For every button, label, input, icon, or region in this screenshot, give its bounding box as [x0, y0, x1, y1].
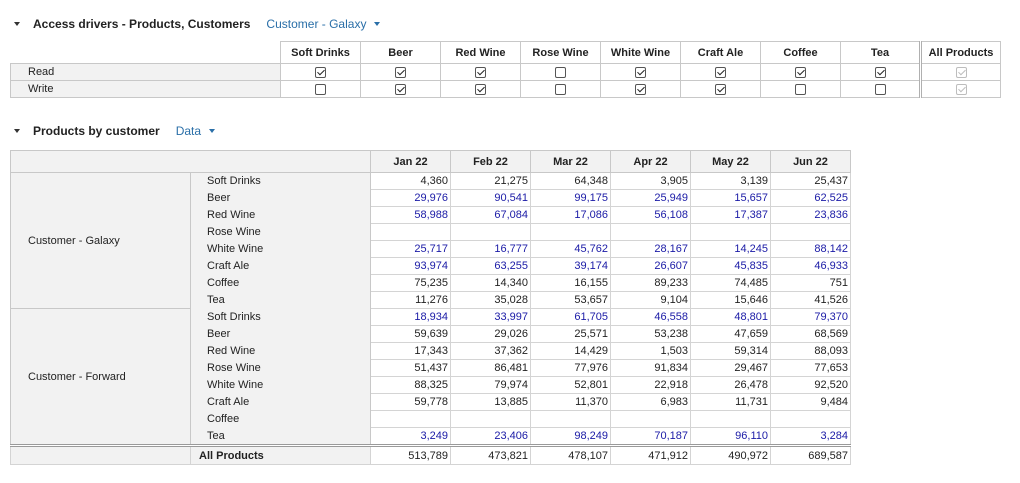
month-header: Mar 22: [531, 151, 611, 173]
product-label: Craft Ale: [191, 394, 371, 411]
value-cell[interactable]: 89,233: [611, 275, 691, 292]
value-cell[interactable]: 25,571: [531, 326, 611, 343]
value-cell[interactable]: 14,340: [451, 275, 531, 292]
product-label: Soft Drinks: [191, 309, 371, 326]
product-label: Coffee: [191, 275, 371, 292]
value-cell[interactable]: 23,836: [771, 207, 851, 224]
value-cell[interactable]: [371, 224, 451, 241]
value-cell[interactable]: 86,481: [451, 360, 531, 377]
chevron-down-icon: [209, 129, 215, 133]
access-cell: [361, 64, 441, 81]
value-cell[interactable]: 79,370: [771, 309, 851, 326]
checkbox-unchecked[interactable]: [555, 67, 566, 78]
product-label: Rose Wine: [191, 360, 371, 377]
value-cell[interactable]: [611, 411, 691, 428]
access-cell: [681, 64, 761, 81]
access-cell: [761, 81, 841, 98]
data-dropdown-label: Data: [175, 124, 202, 138]
value-cell[interactable]: 64,348: [531, 173, 611, 190]
value-cell[interactable]: 751: [771, 275, 851, 292]
checkbox-disabled: [956, 67, 967, 78]
value-cell[interactable]: 48,801: [691, 309, 771, 326]
value-cell[interactable]: 29,026: [451, 326, 531, 343]
access-cell-all: [921, 81, 1001, 98]
value-cell[interactable]: 17,343: [371, 343, 451, 360]
value-cell[interactable]: [771, 411, 851, 428]
product-label: Red Wine: [191, 343, 371, 360]
value-cell[interactable]: 75,235: [371, 275, 451, 292]
checkbox-checked[interactable]: [875, 67, 886, 78]
value-cell[interactable]: 77,976: [531, 360, 611, 377]
access-cell: [441, 81, 521, 98]
value-cell[interactable]: 11,276: [371, 292, 451, 309]
value-cell[interactable]: [531, 224, 611, 241]
value-cell[interactable]: 59,314: [691, 343, 771, 360]
value-cell[interactable]: [691, 411, 771, 428]
table-row: [11, 173, 851, 190]
value-cell[interactable]: 13,885: [451, 394, 531, 411]
value-cell[interactable]: 37,362: [451, 343, 531, 360]
checkbox-checked[interactable]: [715, 67, 726, 78]
customer-dropdown[interactable]: [266, 17, 380, 31]
month-header: May 22: [691, 151, 771, 173]
value-cell[interactable]: 46,558: [611, 309, 691, 326]
access-corner: [11, 42, 281, 64]
access-drivers-table: [10, 41, 1001, 98]
value-cell[interactable]: 26,478: [691, 377, 771, 394]
product-label: White Wine: [191, 377, 371, 394]
total-value-cell: 490,972: [691, 446, 771, 465]
value-cell[interactable]: 25,437: [771, 173, 851, 190]
products-section-header: [14, 121, 215, 141]
chevron-down-icon: [374, 22, 380, 26]
access-column-header: Coffee: [761, 42, 841, 64]
product-label: Soft Drinks: [191, 173, 371, 190]
month-header: Apr 22: [611, 151, 691, 173]
product-label: Beer: [191, 190, 371, 207]
value-cell[interactable]: 46,933: [771, 258, 851, 275]
value-cell[interactable]: 15,646: [691, 292, 771, 309]
access-column-header: Craft Ale: [681, 42, 761, 64]
value-cell[interactable]: 16,155: [531, 275, 611, 292]
checkbox-unchecked[interactable]: [875, 84, 886, 95]
value-cell[interactable]: 99,175: [531, 190, 611, 207]
total-value-cell: 473,821: [451, 446, 531, 465]
product-label: Beer: [191, 326, 371, 343]
access-column-header: White Wine: [601, 42, 681, 64]
value-cell[interactable]: 18,934: [371, 309, 451, 326]
value-cell[interactable]: 17,086: [531, 207, 611, 224]
products-by-customer-grid: [10, 150, 851, 465]
value-cell[interactable]: 98,249: [531, 428, 611, 446]
total-label: All Products: [191, 446, 371, 465]
checkbox-checked[interactable]: [635, 67, 646, 78]
access-column-header: Red Wine: [441, 42, 521, 64]
access-header-row: [11, 42, 1001, 64]
checkbox-checked[interactable]: [475, 84, 486, 95]
access-row-label: Write: [11, 81, 281, 98]
value-cell[interactable]: [371, 411, 451, 428]
access-cell: [361, 81, 441, 98]
value-cell[interactable]: 56,108: [611, 207, 691, 224]
month-header: Jun 22: [771, 151, 851, 173]
value-cell[interactable]: 58,988: [371, 207, 451, 224]
value-cell[interactable]: 47,659: [691, 326, 771, 343]
value-cell[interactable]: 79,974: [451, 377, 531, 394]
product-label: Coffee: [191, 411, 371, 428]
checkbox-unchecked[interactable]: [555, 84, 566, 95]
checkbox-disabled: [956, 84, 967, 95]
total-row: [11, 446, 851, 465]
value-cell[interactable]: 14,429: [531, 343, 611, 360]
access-cell: [761, 64, 841, 81]
value-cell[interactable]: 67,084: [451, 207, 531, 224]
checkbox-checked[interactable]: [635, 84, 646, 95]
product-label: White Wine: [191, 241, 371, 258]
value-cell[interactable]: 63,255: [451, 258, 531, 275]
access-column-header: Tea: [841, 42, 921, 64]
access-column-header: Rose Wine: [521, 42, 601, 64]
access-section-title: Access drivers - Products, Customers: [33, 17, 251, 31]
value-cell[interactable]: 45,762: [531, 241, 611, 258]
checkbox-checked[interactable]: [395, 67, 406, 78]
access-section-header: [14, 14, 380, 34]
total-value-cell: 513,789: [371, 446, 451, 465]
products-section-title: Products by customer: [33, 124, 160, 138]
checkbox-checked[interactable]: [395, 84, 406, 95]
access-row: [11, 64, 1001, 81]
checkbox-unchecked[interactable]: [315, 84, 326, 95]
value-cell[interactable]: 11,731: [691, 394, 771, 411]
access-cell: [841, 64, 921, 81]
customer-label: Customer - Galaxy: [11, 173, 191, 309]
checkbox-checked[interactable]: [715, 84, 726, 95]
value-cell[interactable]: 61,705: [531, 309, 611, 326]
checkbox-checked[interactable]: [795, 67, 806, 78]
value-cell[interactable]: 53,238: [611, 326, 691, 343]
access-column-header: All Products: [921, 42, 1001, 64]
access-column-header: Soft Drinks: [281, 42, 361, 64]
value-cell[interactable]: 9,484: [771, 394, 851, 411]
value-cell[interactable]: 23,406: [451, 428, 531, 446]
access-cell: [681, 81, 761, 98]
value-cell[interactable]: 51,437: [371, 360, 451, 377]
total-value-cell: 478,107: [531, 446, 611, 465]
value-cell[interactable]: 70,187: [611, 428, 691, 446]
access-cell: [521, 64, 601, 81]
value-cell[interactable]: 52,801: [531, 377, 611, 394]
access-cell: [281, 64, 361, 81]
value-cell[interactable]: 11,370: [531, 394, 611, 411]
value-cell[interactable]: 4,360: [371, 173, 451, 190]
product-label: Rose Wine: [191, 224, 371, 241]
value-cell[interactable]: 21,275: [451, 173, 531, 190]
value-cell[interactable]: 29,976: [371, 190, 451, 207]
value-cell[interactable]: [451, 411, 531, 428]
checkbox-checked[interactable]: [315, 67, 326, 78]
access-cell: [601, 64, 681, 81]
value-cell[interactable]: [771, 224, 851, 241]
value-cell[interactable]: 14,245: [691, 241, 771, 258]
value-cell[interactable]: 92,520: [771, 377, 851, 394]
data-dropdown[interactable]: [176, 124, 215, 138]
value-cell[interactable]: 91,834: [611, 360, 691, 377]
access-column-header: Beer: [361, 42, 441, 64]
value-cell[interactable]: [451, 224, 531, 241]
value-cell[interactable]: 22,918: [611, 377, 691, 394]
access-cell-all: [921, 64, 1001, 81]
value-cell[interactable]: [531, 411, 611, 428]
value-cell[interactable]: 3,284: [771, 428, 851, 446]
access-row-label: Read: [11, 64, 281, 81]
value-cell[interactable]: 88,142: [771, 241, 851, 258]
customer-label: Customer - Forward: [11, 309, 191, 446]
product-label: Red Wine: [191, 207, 371, 224]
total-value-cell: 471,912: [611, 446, 691, 465]
value-cell[interactable]: 96,110: [691, 428, 771, 446]
value-cell[interactable]: 68,569: [771, 326, 851, 343]
value-cell[interactable]: 53,657: [531, 292, 611, 309]
month-header: Jan 22: [371, 151, 451, 173]
access-cell: [841, 81, 921, 98]
total-corner: [11, 446, 191, 465]
access-cell: [521, 81, 601, 98]
value-cell[interactable]: 90,541: [451, 190, 531, 207]
value-cell[interactable]: 3,139: [691, 173, 771, 190]
value-cell[interactable]: 29,467: [691, 360, 771, 377]
value-cell[interactable]: 59,639: [371, 326, 451, 343]
value-cell[interactable]: 88,325: [371, 377, 451, 394]
access-cell: [281, 81, 361, 98]
grid-header-row: [11, 151, 851, 173]
product-label: Craft Ale: [191, 258, 371, 275]
value-cell[interactable]: 3,249: [371, 428, 451, 446]
value-cell[interactable]: 17,387: [691, 207, 771, 224]
value-cell[interactable]: 88,093: [771, 343, 851, 360]
value-cell[interactable]: 41,526: [771, 292, 851, 309]
value-cell[interactable]: 35,028: [451, 292, 531, 309]
value-cell[interactable]: 39,174: [531, 258, 611, 275]
value-cell[interactable]: [691, 224, 771, 241]
customer-dropdown-label: Customer - Galaxy: [266, 17, 367, 31]
value-cell[interactable]: 74,485: [691, 275, 771, 292]
collapse-caret-icon[interactable]: [14, 129, 20, 133]
value-cell[interactable]: 62,525: [771, 190, 851, 207]
value-cell[interactable]: 33,997: [451, 309, 531, 326]
access-cell: [441, 64, 521, 81]
value-cell[interactable]: 9,104: [611, 292, 691, 309]
value-cell[interactable]: 26,607: [611, 258, 691, 275]
checkbox-checked[interactable]: [475, 67, 486, 78]
value-cell[interactable]: 45,835: [691, 258, 771, 275]
value-cell[interactable]: 77,653: [771, 360, 851, 377]
value-cell[interactable]: 25,949: [611, 190, 691, 207]
total-value-cell: 689,587: [771, 446, 851, 465]
value-cell[interactable]: 15,657: [691, 190, 771, 207]
value-cell[interactable]: 25,717: [371, 241, 451, 258]
value-cell[interactable]: 16,777: [451, 241, 531, 258]
access-row: [11, 81, 1001, 98]
value-cell[interactable]: 1,503: [611, 343, 691, 360]
value-cell[interactable]: 28,167: [611, 241, 691, 258]
access-cell: [601, 81, 681, 98]
product-label: Tea: [191, 428, 371, 446]
value-cell[interactable]: 59,778: [371, 394, 451, 411]
collapse-caret-icon[interactable]: [14, 22, 20, 26]
product-label: Tea: [191, 292, 371, 309]
table-row: [11, 309, 851, 326]
value-cell[interactable]: 93,974: [371, 258, 451, 275]
grid-corner: [11, 151, 371, 173]
value-cell[interactable]: [611, 224, 691, 241]
month-header: Feb 22: [451, 151, 531, 173]
value-cell[interactable]: 6,983: [611, 394, 691, 411]
checkbox-unchecked[interactable]: [795, 84, 806, 95]
value-cell[interactable]: 3,905: [611, 173, 691, 190]
